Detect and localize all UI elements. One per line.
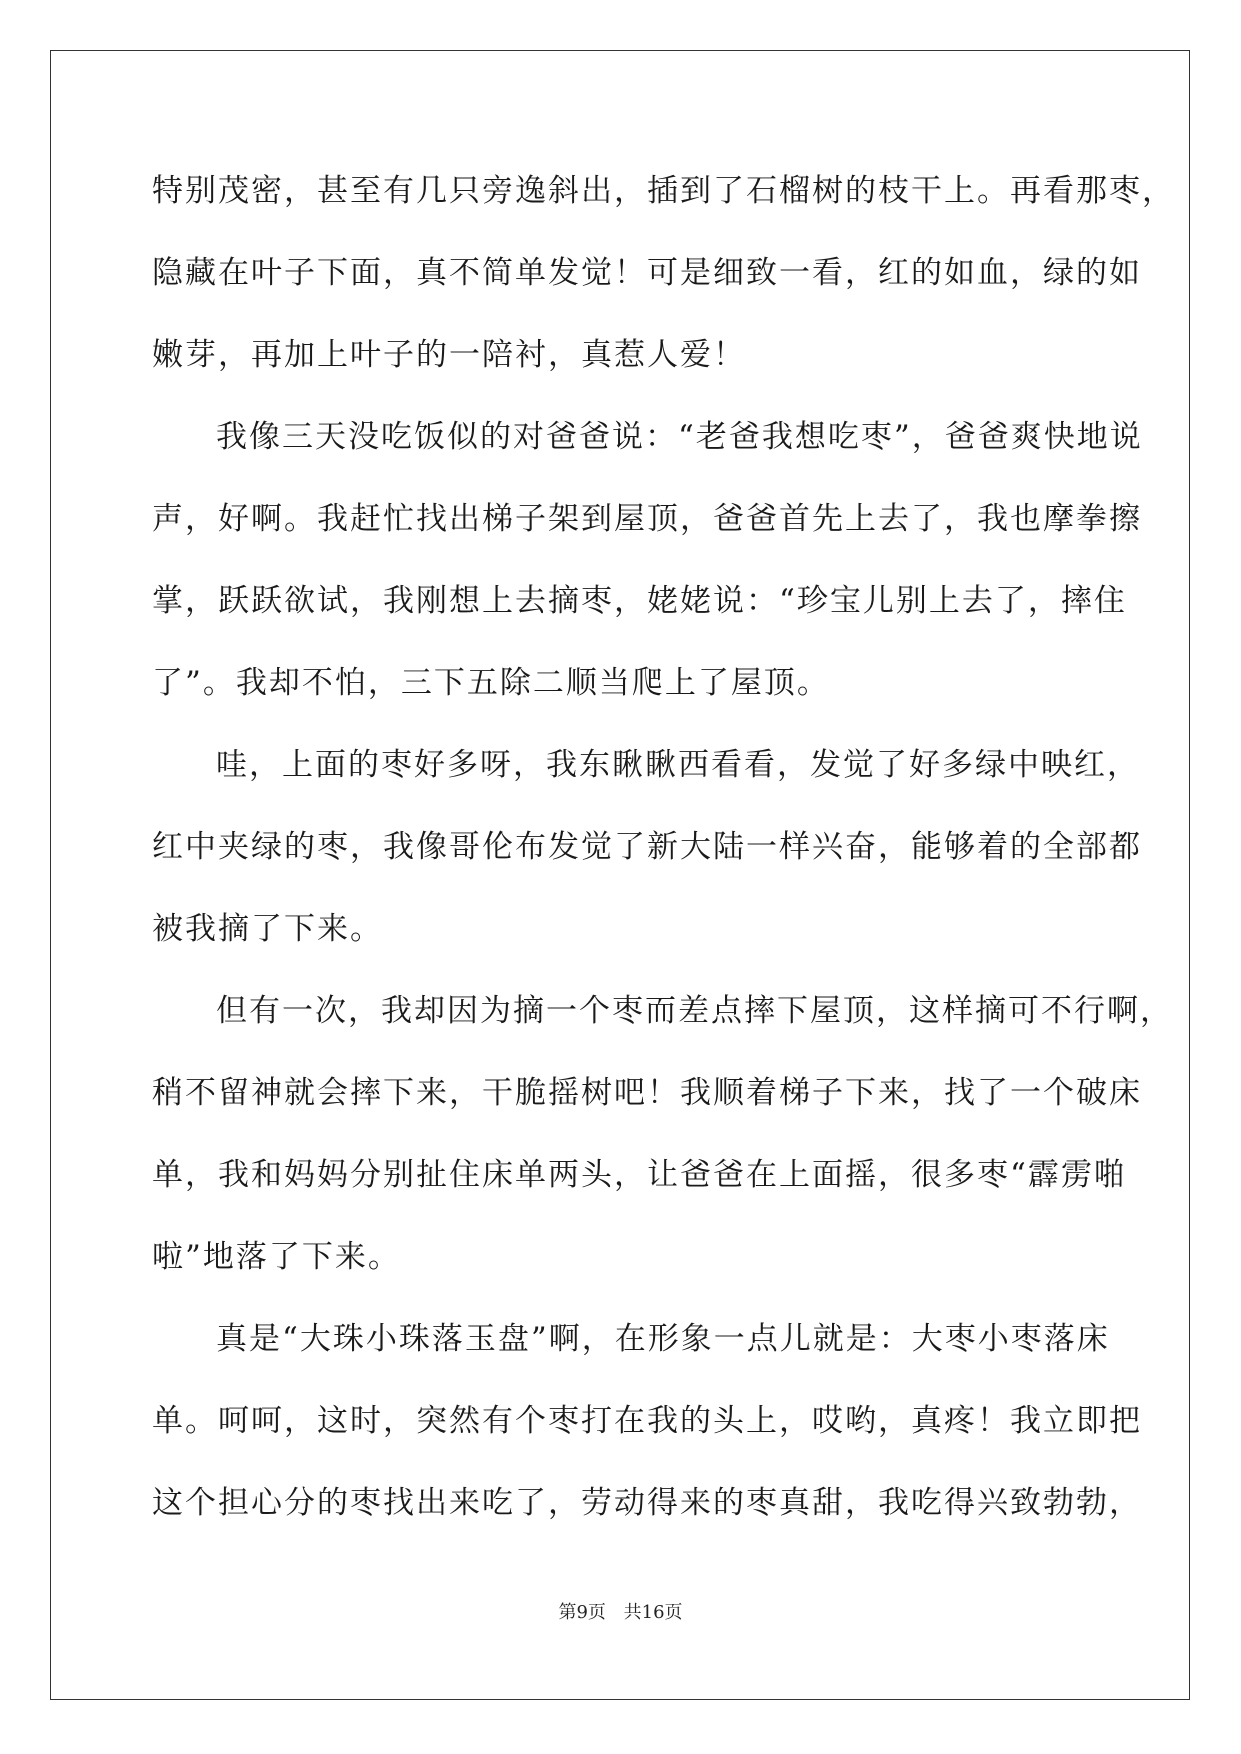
text-line: 隐藏在叶子下面，真不简单发觉！可是细致一看，红的如血，绿的如 [152, 255, 1142, 291]
text-line: 单。呵呵，这时，突然有个枣打在我的头上，哎哟，真疼！我立即把 [152, 1403, 1142, 1439]
text-line: 特别茂密，甚至有几只旁逸斜出，插到了石榴树的枝干上。再看那枣， [152, 173, 1175, 209]
text-line: 哇，上面的枣好多呀，我东瞅瞅西看看，发觉了好多绿中映红， [216, 747, 1140, 783]
text-line: 稍不留神就会摔下来，干脆摇树吧！我顺着梯子下来，找了一个破床 [152, 1075, 1142, 1111]
total-pages-label: 共16页 [623, 1602, 683, 1623]
text-line: 我像三天没吃饭似的对爸爸说：“老爸我想吃枣”，爸爸爽快地说 [216, 419, 1143, 455]
text-line: 真是“大珠小珠落玉盘”啊，在形象一点儿就是：大枣小枣落床 [216, 1321, 1110, 1357]
page-footer [0, 1598, 1241, 1624]
document-body [152, 150, 1175, 1544]
text-line: 红中夹绿的枣，我像哥伦布发觉了新大陆一样兴奋，能够着的全部都 [152, 829, 1142, 865]
text-line: 单，我和妈妈分别扯住床单两头，让爸爸在上面摇，很多枣“霹雳啪 [152, 1157, 1127, 1193]
current-page-label: 第9页 [558, 1602, 606, 1623]
text-line: 了”。我却不怕，三下五除二顺当爬上了屋顶。 [152, 665, 830, 701]
text-line: 啦”地落了下来。 [152, 1239, 401, 1275]
text-line: 这个担心分的枣找出来吃了，劳动得来的枣真甜，我吃得兴致勃勃， [152, 1485, 1142, 1521]
text-line: 被我摘了下来。 [152, 911, 383, 947]
text-line: 嫩芽，再加上叶子的一陪衬，真惹人爱！ [152, 337, 746, 373]
text-line: 声，好啊。我赶忙找出梯子架到屋顶，爸爸首先上去了，我也摩拳擦 [152, 501, 1142, 537]
text-line: 掌，跃跃欲试，我刚想上去摘枣，姥姥说：“珍宝儿别上去了，摔住 [152, 583, 1127, 619]
text-line: 但有一次，我却因为摘一个枣而差点摔下屋顶，这样摘可不行啊， [216, 993, 1173, 1029]
